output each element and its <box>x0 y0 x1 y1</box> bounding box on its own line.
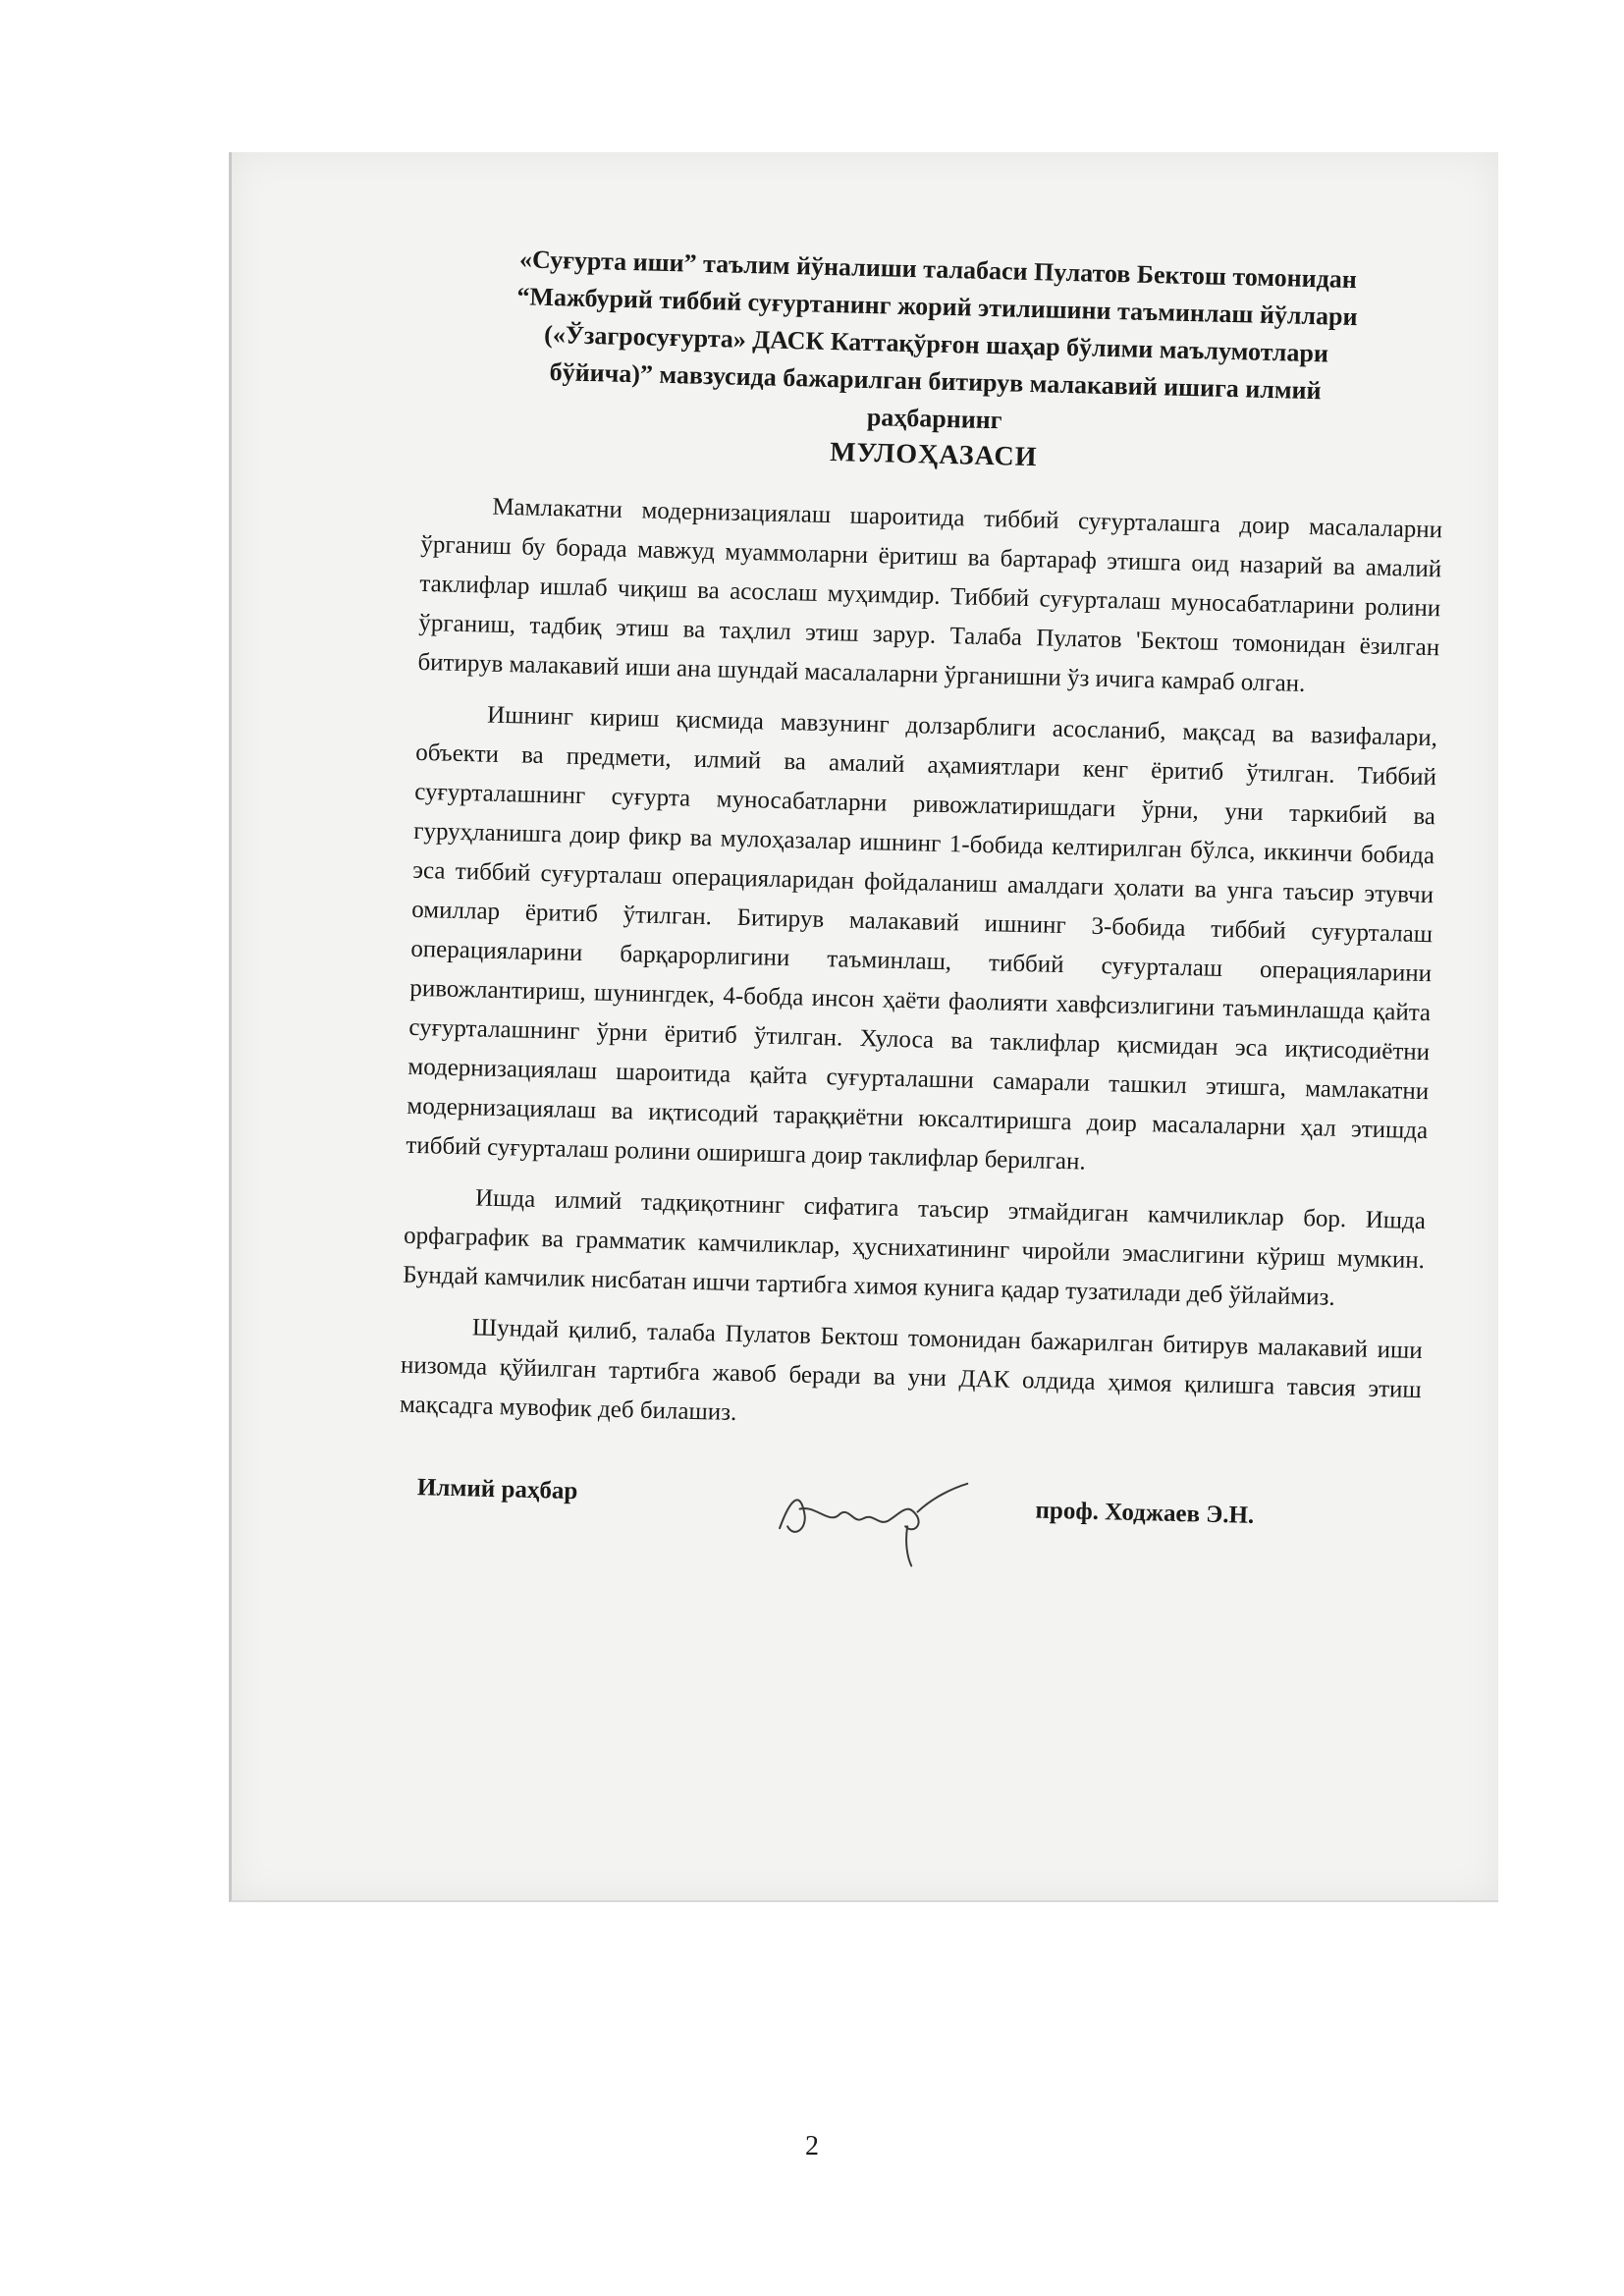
signature-block <box>396 1460 1419 1593</box>
heading-line: раҳбарнинг <box>866 402 1002 435</box>
document-heading <box>423 241 1449 483</box>
paragraph: Ишда илмий тадқиқотнинг сифатига таъсир этмайдиган камчиликлар бор. Ишда орфаграфик ва грамматик камчиликлар, ҳуснихатининг чиройли эмаслигини кўриш мумкин. Бундай камчилик нисбатан ишчи тартибга химоя кунига қадар тузатилади деб ўйлаймиз. <box>402 1184 1427 1311</box>
heading-line: бўйича)” мавзусида бажарилган битирув малакавий ишига илмий <box>549 357 1322 406</box>
heading-line: “Мажбурий тиббий суғуртанинг жорий этилишини таъминлаш йўллари <box>516 282 1358 332</box>
page-number: 2 <box>805 2131 819 2161</box>
document-body <box>396 241 1449 1593</box>
paragraph: Ишнинг кириш қисмида мавзунинг долзарблиги асосланиб, мақсад ва вазифалари, объекти ва предмети, илмий ва амалий аҳамиятлари кенг ёритиб ўтилган. Тиббий суғурталашнинг суғурта муносабатларни ривожлатиришдаги ўрни, уни таркибий ва гуруҳланишга доир фикр ва мулоҳазалар ишнинг 1-бобида келтирилган бўлса, иккинчи бобида эса тиббий суғурталаш операцияларидан фойдаланиш амалдаги ҳолати ва унга таъсир этувчи омиллар ёритиб ўтилган. Битирув малакавий ишнинг 3-бобида тиббий суғурталаш операцияларини барқарорлигини таъминлаш, тиббий суғурталаш операцияларини ривожлантириш, шунингдек, 4-бобда инсон ҳаёти фаолияти хавфсизлигини таъминлашда қайта суғурталашнинг ўрни ёритиб ўтилган. Хулоса ва таклифлар қисмидан эса иқтисодиётни модернизациялаш шароитида қайта суғурталашни самарали ташкил этишга, мамлакатни модернизациялаш ва иқтисодий тараққиётни юксалтиришга доир масалаларни ҳал этишда тиббий суғурталаш ролини оширишга доир таклифлар берилган. <box>406 701 1438 1175</box>
document-title: МУЛОҲАЗАСИ <box>829 437 1038 473</box>
handwritten-signature <box>769 1469 977 1572</box>
heading-line: («Ўзагросуғурта» ДАСК Каттақўрғон шаҳар бўлими маълумотлари <box>543 319 1329 368</box>
signature-name: проф. Ходжаев Э.Н. <box>1035 1497 1255 1529</box>
paragraph: Шундай қилиб, талаба Пулатов Бектош томонидан бажарилган битирув малакавий иши низомда қўйилган тартибга жавоб беради ва уни ДАК олдида ҳимоя қилишга тавсия этиш мақсадга мувофик деб билашиз. <box>399 1314 1424 1427</box>
signature-role: Илмий раҳбар <box>416 1474 578 1505</box>
paragraph: Мамлакатни модернизациялаш шароитида тиббий суғурталашга доир масалаларни ўрганиш бу борада мавжуд муаммоларни ёритиш ва бартараф этишга оид назарий ва амалий таклифлар ишлаб чиқиш ва асослаш муҳимдир. Тиббий суғурталаш муносабатларини ролини ўрганиш, тадбиқ этиш ва таҳлил этиш зарур. Талаба Пулатов 'Бектош томонидан ёзилган битирув малакавий иши ана шундай масалаларни ўрганишни ўз ичига камраб олган. <box>417 493 1443 697</box>
heading-line: «Суғурта иши” таълим йўналиши талабаси Пулатов Бектош томонидан <box>518 245 1358 295</box>
scanned-page <box>229 152 1498 1902</box>
